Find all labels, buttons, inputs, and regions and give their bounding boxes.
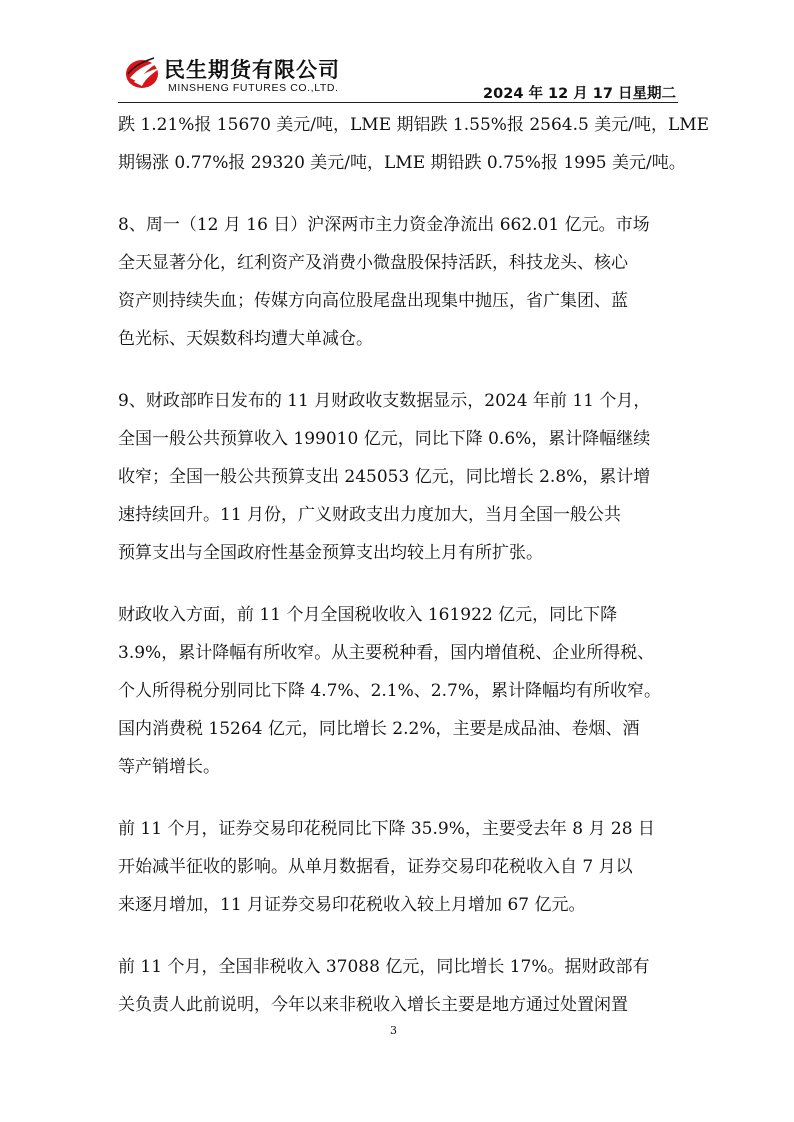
paragraph [118,810,680,924]
text-line: 速持续回升。11 月份，广义财政支出力度加大，当月全国一般公共 [118,505,622,525]
text-line: 9、财政部昨日发布的 11 月财政收支数据显示，2024 年前 11 个月， [118,391,651,411]
paragraph [118,382,680,572]
text-line: 前 11 个月，证券交易印花税同比下降 35.9%，主要受去年 8 月 28 日 [118,819,655,839]
text-line: 期锡涨 0.77%报 29320 美元/吨，LME 期铅跌 0.75%报 1995 美元/吨。 [118,153,686,173]
text-line: 全天显著分化，红利资产及消费小微盘股保持活跃，科技龙头、核心 [118,253,628,273]
text-line: 跌 1.21%报 15670 美元/吨，LME 期铝跌 1.55%报 2564.5 美元/吨，LME [118,115,710,135]
text-line: 色光标、天娱数科均遭大单减仓。 [118,329,373,349]
text-line: 全国一般公共预算收入 199010 亿元，同比下降 0.6%，累计降幅继续 [118,429,651,449]
company-name-en: MINSHENG FUTURES CO.,LTD. [168,82,339,94]
paragraph [118,596,680,786]
text-line: 关负责人此前说明，今年以来非税收入增长主要是地方通过处置闲置 [118,995,628,1015]
text-line: 3.9%，累计降幅有所收窄。从主要税种看，国内增值税、企业所得税、 [118,643,655,663]
paragraph [118,206,680,358]
text-line: 开始减半征收的影响。从单月数据看，证券交易印花税收入自 7 月以 [118,857,633,877]
page-number: 3 [390,1024,397,1037]
paragraph [118,106,710,182]
text-line: 国内消费税 15264 亿元，同比增长 2.2%，主要是成品油、卷烟、酒 [118,719,640,739]
document-body [118,106,710,1048]
text-line: 前 11 个月，全国非税收入 37088 亿元，同比增长 17%。据财政部有 [118,957,650,977]
header-divider [118,102,678,103]
text-line: 来逐月增加，11 月证券交易印花税收入较上月增加 67 亿元。 [118,895,586,915]
company-logo-icon [124,56,164,90]
text-line: 个人所得税分别同比下降 4.7%、2.1%、2.7%，累计降幅均有所收窄。 [118,681,661,701]
report-date: 2024 年 12 月 17 日星期二 [483,86,676,102]
page-header [118,50,678,102]
text-line: 资产则持续失血；传媒方向高位股尾盘出现集中抛压，省广集团、蓝 [118,291,628,311]
text-line: 等产销增长。 [118,757,220,777]
company-name-cn: 民生期货有限公司 [164,58,340,82]
text-line: 预算支出与全国政府性基金预算支出均较上月有所扩张。 [118,543,543,563]
paragraph [118,948,680,1024]
text-line: 8、周一（12 月 16 日）沪深两市主力资金净流出 662.01 亿元。市场 [118,215,650,235]
text-line: 财政收入方面，前 11 个月全国税收收入 161922 亿元，同比下降 [118,605,618,625]
text-line: 收窄；全国一般公共预算支出 245053 亿元，同比增长 2.8%，累计增 [118,467,651,487]
